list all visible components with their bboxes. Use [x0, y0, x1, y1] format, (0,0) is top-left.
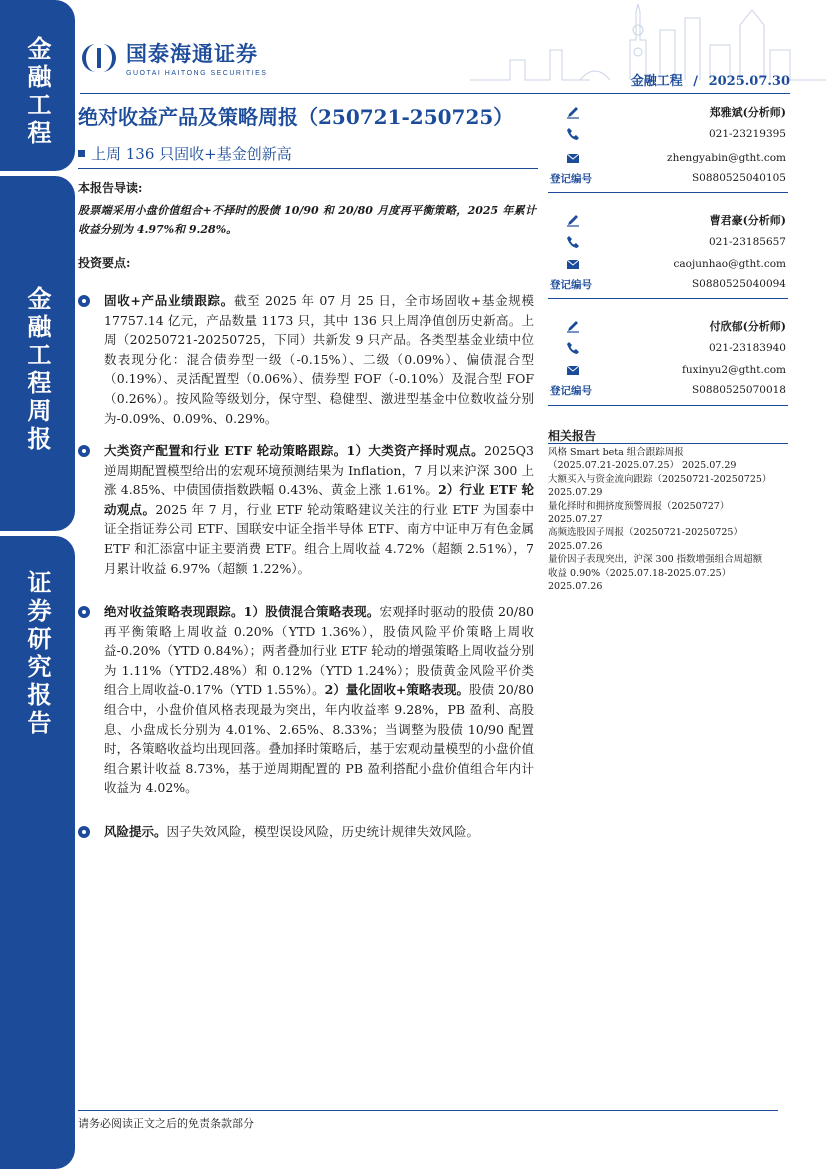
sidebar-tab-label: 金融工程 [23, 36, 51, 148]
point-heading: 风险提示。 [104, 824, 167, 839]
lead-label: 本报告导读: [78, 181, 143, 195]
analyst-phone: 021-23185657 [708, 236, 786, 248]
sidebar-tab-research-report [0, 536, 75, 1169]
pen-icon [566, 105, 580, 119]
related-report-title: 量价因子表现突出，沪深 300 指数增强组合周超额 [548, 554, 763, 566]
analyst-name: 曹君豪(分析师) [709, 214, 786, 227]
related-report-date: （2025.07.21-2025.07.25） 2025.07.29 [548, 460, 737, 472]
sidebar-tab-finance-engineering [0, 0, 75, 171]
mail-icon [566, 257, 580, 271]
bullet-icon [78, 445, 90, 457]
related-report-item[interactable] [548, 500, 788, 527]
brand-logo [80, 38, 267, 77]
sidebar-tab-label: 证券研究报告 [23, 570, 51, 738]
point-text: 因子失效风险，模型误设风险，历史统计规律失效风险。 [166, 824, 480, 839]
related-reports-list [548, 446, 788, 593]
mail-icon [566, 363, 580, 377]
analyst-name: 付欣郁(分析师) [709, 320, 786, 333]
related-report-title: 量化择时和拥挤度预警周报（20250727） [548, 500, 730, 512]
footer-divider [78, 1110, 778, 1111]
related-report-title: 风格 Smart beta 组合跟踪周报 [548, 447, 684, 458]
point-text: 宏观择时驱动的股债 20/80 再平衡策略上周收益 0.20%（YTD 1.36%），股债风险平价策略上周收益-0.20%（YTD 0.84%）；两者叠加行业 ETF 轮动的增强策略上周收益分别为 1.11%（YTD2.48%）和 0.12%（YTD 1.24%）；股债黄金风险平价类组合上周收益-0.17%（YTD 1.55%）。 [104, 604, 534, 698]
point-text: 股债 20/80 组合中，小盘价值风格表现最为突出，年内收益率 9.28%，PB 盈利、高股息、小盘成长分别为 4.01%、2.65%、8.33%；当调整为股债 10/90 配置时，各策略收益均出现回落。叠加择时策略后，基于宏观动量模型的小盘价值组合累计收益 8.73%，基于逆周期配置的 PB 盈利搭配小盘价值组合年内计收益为 4.02%。 [104, 682, 535, 796]
point-text: 2025Q3 逆周期配置模型给出的宏观环境预测结果为 Inflation，7 月以来沪深 300 上涨 4.85%、中债国债指数跌幅 0.43%、黄金上涨 1.61%。 [104, 443, 534, 498]
header-divider [80, 93, 790, 94]
pen-icon [566, 213, 580, 227]
pen-icon [566, 319, 580, 333]
analyst-email[interactable]: fuxinyu2@gtht.com [682, 364, 786, 376]
phone-icon [566, 235, 580, 249]
sidebar-tab-label: 金融工程周报 [23, 286, 51, 454]
analyst-divider [548, 298, 788, 299]
registration-label: 登记编号 [550, 172, 592, 185]
report-meta [631, 70, 790, 89]
logo-mark-icon [80, 42, 118, 74]
related-report-title: 高频选股因子周报（20250721-20250725） [548, 527, 743, 539]
registration-number: S0880525070018 [691, 384, 786, 396]
logo-english-name: GUOTAI HAITONG SECURITIES [126, 70, 268, 77]
point-text: 2025 年 7 月，行业 ETF 轮动策略建议关注的行业 ETF 为国泰中证全指证券公司 ETF、国联安中证全指半导体 ETF、南方中证申万有色金属 ETF 和汇添富中证主要消费 ETF。组合上周收益 4.72%（超额 2.51%），7 月累计收益 6.97%（超额 1.22%）。 [104, 501, 534, 576]
bullet-icon [78, 826, 90, 838]
related-report-date: 2025.07.29 [548, 487, 603, 499]
related-reports-title: 相关报告 [548, 429, 597, 443]
related-report-item[interactable] [548, 553, 788, 593]
registration-number: S0880525040105 [691, 172, 786, 184]
point-text: 截至 2025 年 07 月 25 日，全市场固收+基金规模 17757.14 亿元，产品数量 1173 只，其中 136 只上周净值创历史新高。上周（20250721-20250725，下同）共新发 9 只产品。各类型基金业绩中位数表现分化：混合债券型一级（-0.15%）、二级（0.09%）、偏债混合型（0.19%）、灵活配置型（0.06%）、债券型 FOF（-0.10%）及混合型 FOF（0.26%）。按风险等级划分，保守型、稳健型、激进型基金中位数收益分别为-0.09%、0.09%、0.29%。 [104, 293, 534, 426]
bullet-icon [78, 606, 90, 618]
related-report-item[interactable] [548, 526, 788, 553]
point-heading: 绝对收益策略表现跟踪。1）股债混合策略表现。 [104, 604, 380, 619]
registration-label: 登记编号 [550, 384, 592, 397]
point-heading: 固收+产品业绩跟踪。 [104, 293, 234, 308]
report-category: 金融工程 [630, 74, 683, 89]
point-subheading: 2）量化固收+策略表现。 [324, 682, 469, 698]
related-reports-divider [548, 443, 788, 444]
point-subheading: 2）行业 ETF 轮动观点。 [104, 482, 534, 517]
registration-number: S0880525040094 [691, 278, 786, 290]
footer-disclaimer: 请务必阅读正文之后的免责条款部分 [78, 1117, 254, 1130]
analyst-divider [548, 192, 788, 193]
analyst-email[interactable]: caojunhao@gtht.com [673, 258, 786, 270]
subtitle-text: 上周 136 只固收+基金创新高 [91, 145, 292, 163]
related-report-date: 收益 0.90%（2025.07.18-2025.07.25） 2025.07.26 [548, 567, 732, 593]
key-point [78, 822, 538, 842]
page-subtitle [78, 143, 292, 164]
mail-icon [566, 151, 580, 165]
key-point [78, 291, 538, 428]
key-point [78, 602, 538, 798]
meta-separator: / [693, 74, 699, 89]
analyst-email[interactable]: zhengyabin@gtht.com [667, 152, 786, 164]
related-report-title: 大额买入与资金流向跟踪（20250721-20250725） [548, 473, 772, 485]
registration-label: 登记编号 [550, 278, 592, 291]
analyst-divider [548, 405, 788, 406]
key-point [78, 441, 538, 578]
analyst-phone: 021-23219395 [708, 128, 786, 140]
title-divider [78, 168, 538, 169]
square-bullet-icon [78, 150, 85, 157]
related-report-date: 2025.07.26 [548, 540, 603, 552]
related-report-item[interactable] [548, 473, 788, 500]
phone-icon [566, 127, 580, 141]
points-label: 投资要点: [78, 256, 131, 270]
logo-chinese-name: 国泰海通证券 [126, 42, 258, 66]
phone-icon [566, 341, 580, 355]
analyst-phone: 021-23183940 [708, 342, 786, 354]
related-report-date: 2025.07.27 [548, 514, 603, 526]
point-heading: 大类资产配置和行业 ETF 轮动策略跟踪。1）大类资产择时观点。 [104, 443, 484, 458]
analyst-name: 郑雅斌(分析师) [709, 106, 786, 119]
bullet-icon [78, 295, 90, 307]
page-title: 绝对收益产品及策略周报（250721-250725） [78, 105, 514, 129]
sidebar-tab-weekly [0, 176, 75, 531]
report-date: 2025.07.30 [708, 74, 790, 89]
related-report-item[interactable] [548, 446, 788, 473]
lead-text: 股票端采用小盘价值组合+不择时的股债 10/90 和 20/80 月度再平衡策略，2025 年累计收益分别为 4.97%和 9.28%。 [78, 204, 536, 236]
